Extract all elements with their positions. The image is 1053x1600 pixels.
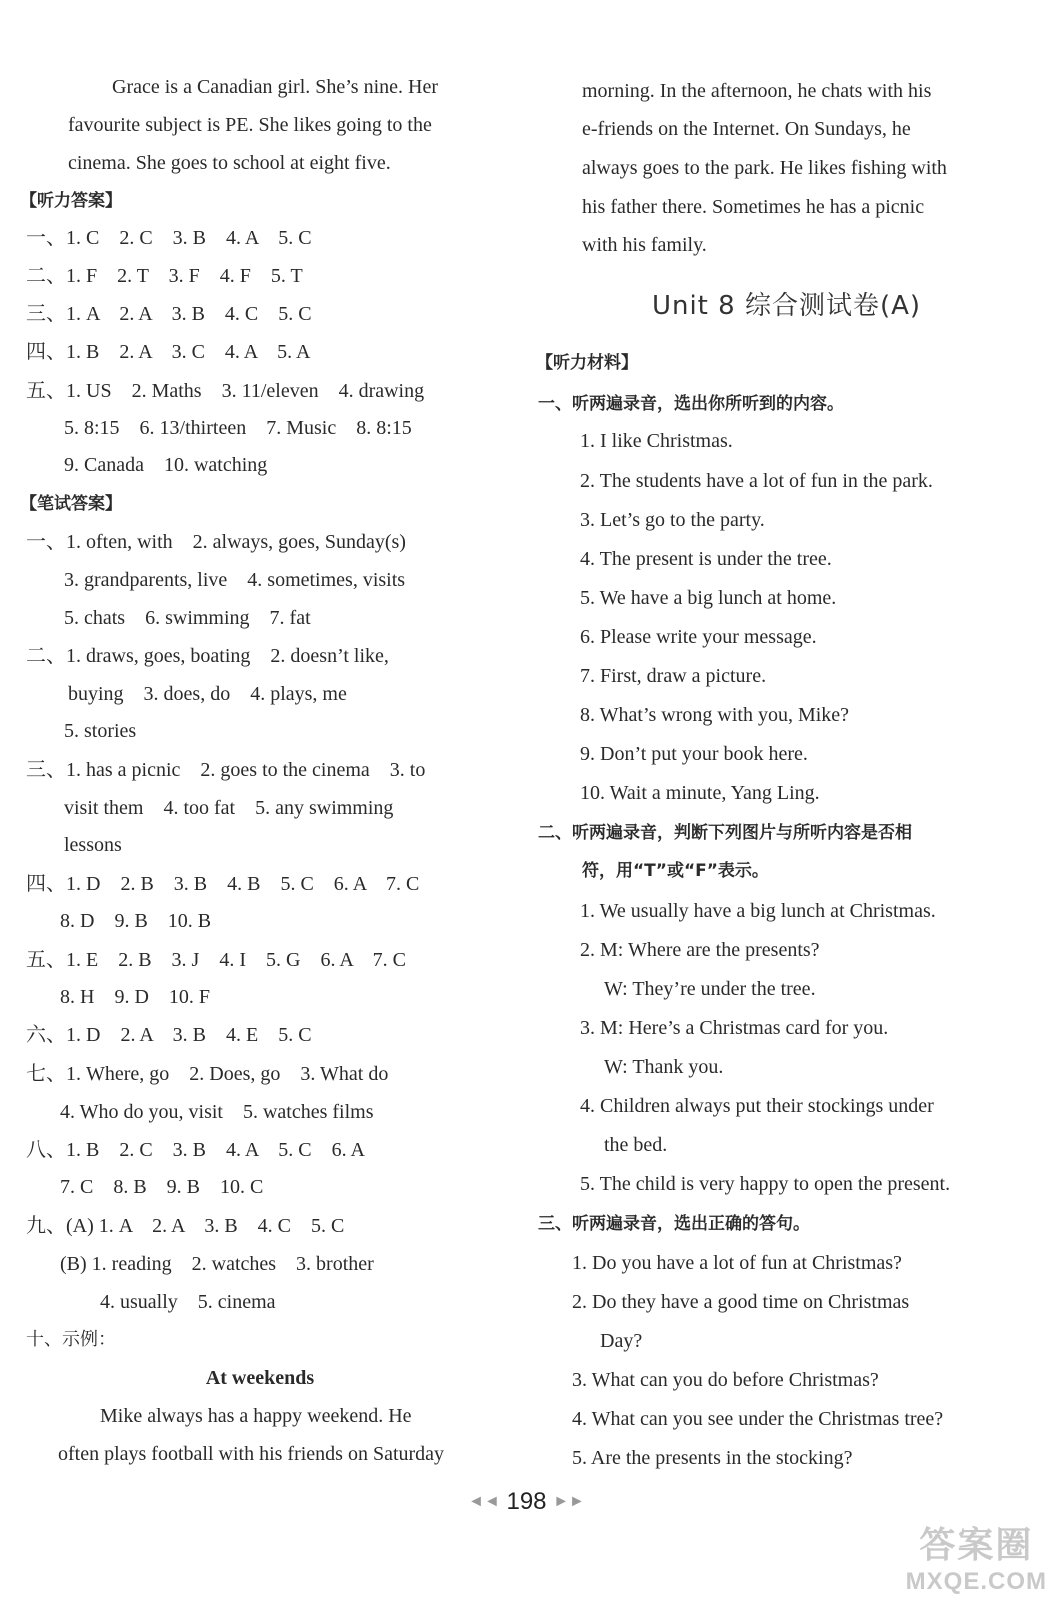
answer-line: 二、1. draws, goes, boating 2. doesn’t like, xyxy=(26,645,389,667)
part1-item: 9. Don’t put your book here. xyxy=(580,743,808,765)
intro-line: cinema. She goes to school at eight five. xyxy=(68,152,391,174)
answer-line: visit them 4. too fat 5. any swimming xyxy=(64,797,394,819)
watermark xyxy=(906,1517,1047,1596)
part1-item: 10. Wait a minute, Yang Ling. xyxy=(580,782,820,804)
answer-line: 五、1. US 2. Maths 3. 11/eleven 4. drawing xyxy=(26,380,425,402)
answer-line: 8. D 9. B 10. B xyxy=(60,910,212,932)
part1-item: 1. I like Christmas. xyxy=(580,430,733,452)
part3-item: 1. Do you have a lot of fun at Christmas? xyxy=(572,1252,902,1274)
answer-line: 四、1. D 2. B 3. B 4. B 5. C 6. A 7. C xyxy=(26,873,420,895)
part3-item: 2. Do they have a good time on Christmas xyxy=(572,1291,910,1313)
answer-line: 三、1. A 2. A 3. B 4. C 5. C xyxy=(26,303,312,325)
part2-item: 1. We usually have a big lunch at Christmas. xyxy=(580,900,936,922)
intro-line: Grace is a Canadian girl. She’s nine. Her xyxy=(112,76,439,98)
essay-line: often plays football with his friends on Saturday xyxy=(58,1443,445,1465)
answer-line: 4. Who do you, visit 5. watches films xyxy=(60,1101,374,1123)
materials-heading: 【听力材料】 xyxy=(536,353,638,373)
answer-line: 一、1. often, with 2. always, goes, Sunday(s) xyxy=(26,531,406,553)
sample-label: 十、示例： xyxy=(26,1329,116,1350)
essay-line: e-friends on the Internet. On Sundays, he xyxy=(582,118,911,140)
answer-line: 七、1. Where, go 2. Does, go 3. What do xyxy=(26,1063,389,1085)
answer-line: 六、1. D 2. A 3. B 4. E 5. C xyxy=(26,1024,312,1046)
part1-item: 6. Please write your message. xyxy=(580,626,817,648)
part1-item: 2. The students have a lot of fun in the park. xyxy=(580,470,933,492)
part2-item: the bed. xyxy=(604,1134,668,1156)
part2-item: 2. M: Where are the presents? xyxy=(580,939,820,961)
watermark-url: MXQE.COM xyxy=(905,1568,1047,1595)
listening-answers-heading: 【听力答案】 xyxy=(20,191,122,211)
answer-line: 九、(A) 1. A 2. A 3. B 4. C 5. C xyxy=(26,1215,345,1237)
part2-item: 5. The child is very happy to open the present. xyxy=(580,1173,951,1195)
part1-item: 3. Let’s go to the party. xyxy=(580,509,765,531)
essay-line: Mike always has a happy weekend. He xyxy=(100,1405,412,1427)
answer-line: 四、1. B 2. A 3. C 4. A 5. A xyxy=(26,341,311,363)
part2-item: 4. Children always put their stockings under xyxy=(580,1095,934,1117)
answer-line: 9. Canada 10. watching xyxy=(64,454,268,476)
essay-line: with his family. xyxy=(582,234,707,256)
part1-item: 4. The present is under the tree. xyxy=(580,548,832,570)
answer-line: 三、1. has a picnic 2. goes to the cinema 3. to xyxy=(26,759,426,781)
page-footer xyxy=(0,1488,1053,1516)
answer-line: 8. H 9. D 10. F xyxy=(60,986,211,1008)
part2-item: W: They’re under the tree. xyxy=(604,978,816,1000)
page-number: 198 xyxy=(506,1488,547,1515)
part1-heading: 一、听两遍录音，选出你所听到的内容。 xyxy=(538,394,844,414)
intro-line: favourite subject is PE. She likes going to the xyxy=(68,114,432,136)
part1-item: 7. First, draw a picture. xyxy=(580,665,767,687)
part3-item: 3. What can you do before Christmas? xyxy=(572,1369,879,1391)
part3-item: 4. What can you see under the Christmas tree? xyxy=(572,1408,944,1430)
part2-heading: 二、听两遍录音，判断下列图片与所听内容是否相 xyxy=(538,823,912,843)
part3-item: Day? xyxy=(600,1330,643,1352)
answer-line: 二、1. F 2. T 3. F 4. F 5. T xyxy=(26,265,303,287)
essay-title: At weekends xyxy=(205,1367,315,1389)
answer-line: 3. grandparents, live 4. sometimes, visits xyxy=(64,569,406,591)
part3-heading: 三、听两遍录音，选出正确的答句。 xyxy=(538,1214,810,1234)
answer-line: 5. chats 6. swimming 7. fat xyxy=(64,607,311,629)
answer-line: 八、1. B 2. C 3. B 4. A 5. C 6. A xyxy=(26,1139,365,1161)
essay-line: always goes to the park. He likes fishing with xyxy=(582,157,947,179)
answer-line: 一、1. C 2. C 3. B 4. A 5. C xyxy=(26,227,312,249)
answer-line: 5. stories xyxy=(64,720,137,742)
answer-line: lessons xyxy=(64,834,122,856)
written-answers-heading: 【笔试答案】 xyxy=(20,494,122,514)
answer-line: (B) 1. reading 2. watches 3. brother xyxy=(60,1253,374,1275)
answer-line: 5. 8:15 6. 13/thirteen 7. Music 8. 8:15 xyxy=(64,417,412,439)
answer-line: buying 3. does, do 4. plays, me xyxy=(68,683,347,705)
part2-heading: 符，用“T”或“F”表示。 xyxy=(582,861,769,881)
answer-line: 五、1. E 2. B 3. J 4. I 5. G 6. A 7. C xyxy=(26,949,407,971)
answer-line: 4. usually 5. cinema xyxy=(100,1291,276,1313)
part2-item: W: Thank you. xyxy=(604,1056,724,1078)
part2-item: 3. M: Here’s a Christmas card for you. xyxy=(580,1017,889,1039)
part3-item: 5. Are the presents in the stocking? xyxy=(572,1447,853,1469)
prev-arrows-icon: ◄◄ xyxy=(468,1493,500,1510)
essay-line: morning. In the afternoon, he chats with his xyxy=(582,80,932,102)
unit-title: Unit 8 综合测试卷(A) xyxy=(651,291,922,321)
watermark-logo: 答案圈 xyxy=(919,1525,1034,1566)
part1-item: 8. What’s wrong with you, Mike? xyxy=(580,704,850,726)
essay-line: his father there. Sometimes he has a picnic xyxy=(582,196,925,218)
answer-line: 7. C 8. B 9. B 10. C xyxy=(60,1176,264,1198)
next-arrows-icon: ►► xyxy=(553,1493,585,1510)
part1-item: 5. We have a big lunch at home. xyxy=(580,587,837,609)
